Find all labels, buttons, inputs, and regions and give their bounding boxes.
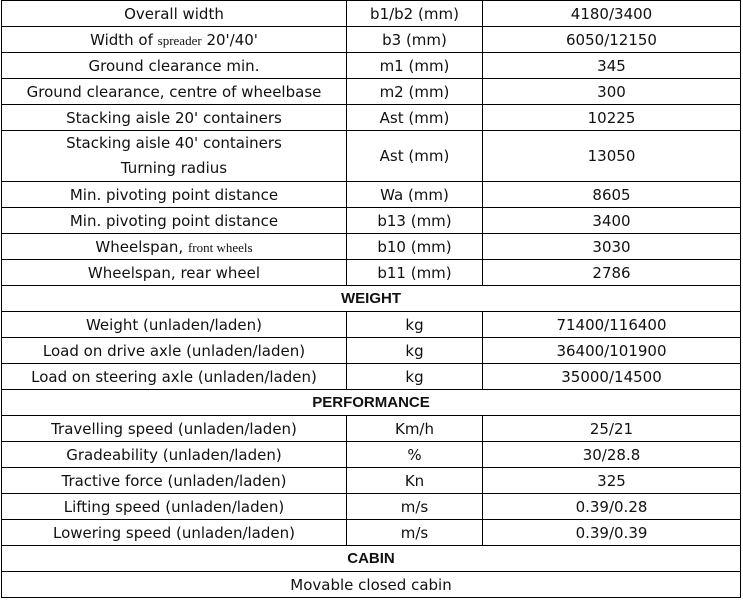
param-text: Wheelspan, (95, 237, 188, 256)
param-cell: Tractive force (unladen/laden) (2, 468, 347, 494)
table-row (2, 468, 741, 494)
unit-cell: m/s (347, 494, 483, 520)
value-cell: 2786 (483, 260, 741, 286)
section-header-row (2, 286, 741, 312)
unit-cell: m2 (mm) (347, 79, 483, 105)
param-cell: Lifting speed (unladen/laden) (2, 494, 347, 520)
section-header-row (2, 546, 741, 572)
param-line-1: Stacking aisle 40' containers (66, 134, 282, 152)
param-cell (2, 234, 347, 260)
param-cell (2, 131, 347, 182)
unit-cell: Ast (mm) (347, 131, 483, 182)
section-performance-heading: PERFORMANCE (2, 390, 741, 416)
unit-cell: Kn (347, 468, 483, 494)
param-text-small: spreader (157, 32, 202, 48)
table-row (2, 27, 741, 53)
table-row (2, 131, 741, 182)
unit-cell: Km/h (347, 416, 483, 442)
value-cell: 325 (483, 468, 741, 494)
unit-cell: m1 (mm) (347, 53, 483, 79)
param-cell: Ground clearance, centre of wheelbase (2, 79, 347, 105)
table-row (2, 572, 741, 598)
value-cell: 30/28.8 (483, 442, 741, 468)
param-text: Width of (90, 30, 158, 49)
value-cell: 345 (483, 53, 741, 79)
table-row (2, 338, 741, 364)
unit-cell: Ast (mm) (347, 105, 483, 131)
unit-cell: % (347, 442, 483, 468)
cabin-description-cell: Movable closed cabin (2, 572, 741, 598)
section-header-row (2, 390, 741, 416)
param-cell: Load on steering axle (unladen/laden) (2, 364, 347, 390)
table-row (2, 416, 741, 442)
value-cell: 300 (483, 79, 741, 105)
value-cell: 8605 (483, 182, 741, 208)
section-weight-heading: WEIGHT (2, 286, 741, 312)
param-cell: Weight (unladen/laden) (2, 312, 347, 338)
param-cell: Ground clearance min. (2, 53, 347, 79)
value-cell: 3030 (483, 234, 741, 260)
table-row (2, 260, 741, 286)
param-cell: Overall width (2, 1, 347, 27)
table-row (2, 208, 741, 234)
value-cell: 0.39/0.39 (483, 520, 741, 546)
param-cell: Min. pivoting point distance (2, 208, 347, 234)
unit-cell: b3 (mm) (347, 27, 483, 53)
value-cell: 35000/14500 (483, 364, 741, 390)
section-cabin-heading: CABIN (2, 546, 741, 572)
unit-cell: m/s (347, 520, 483, 546)
specification-table (1, 0, 741, 598)
unit-cell: Wa (mm) (347, 182, 483, 208)
value-cell: 3400 (483, 208, 741, 234)
table-row (2, 234, 741, 260)
value-cell: 71400/116400 (483, 312, 741, 338)
value-cell: 6050/12150 (483, 27, 741, 53)
table-row (2, 520, 741, 546)
param-text-tail: 20'/40' (201, 30, 258, 49)
table-row (2, 1, 741, 27)
param-cell: Stacking aisle 20' containers (2, 105, 347, 131)
unit-cell: b13 (mm) (347, 208, 483, 234)
param-cell: Wheelspan, rear wheel (2, 260, 347, 286)
unit-cell: kg (347, 364, 483, 390)
unit-cell: kg (347, 312, 483, 338)
value-cell: 0.39/0.28 (483, 494, 741, 520)
table-row (2, 79, 741, 105)
unit-cell: kg (347, 338, 483, 364)
table-row (2, 312, 741, 338)
param-cell: Load on drive axle (unladen/laden) (2, 338, 347, 364)
param-cell (2, 27, 347, 53)
unit-cell: b11 (mm) (347, 260, 483, 286)
param-cell: Travelling speed (unladen/laden) (2, 416, 347, 442)
value-cell: 13050 (483, 131, 741, 182)
value-cell: 10225 (483, 105, 741, 131)
unit-cell: b10 (mm) (347, 234, 483, 260)
param-line-2: Turning radius (120, 159, 228, 177)
value-cell: 4180/3400 (483, 1, 741, 27)
param-cell: Lowering speed (unladen/laden) (2, 520, 347, 546)
value-cell: 25/21 (483, 416, 741, 442)
param-cell: Min. pivoting point distance (2, 182, 347, 208)
table-row (2, 364, 741, 390)
table-row (2, 53, 741, 79)
value-cell: 36400/101900 (483, 338, 741, 364)
param-text-small: front wheels (187, 239, 253, 255)
unit-cell: b1/b2 (mm) (347, 1, 483, 27)
param-cell: Gradeability (unladen/laden) (2, 442, 347, 468)
table-row (2, 494, 741, 520)
table-row (2, 442, 741, 468)
table-row (2, 182, 741, 208)
table-row (2, 105, 741, 131)
